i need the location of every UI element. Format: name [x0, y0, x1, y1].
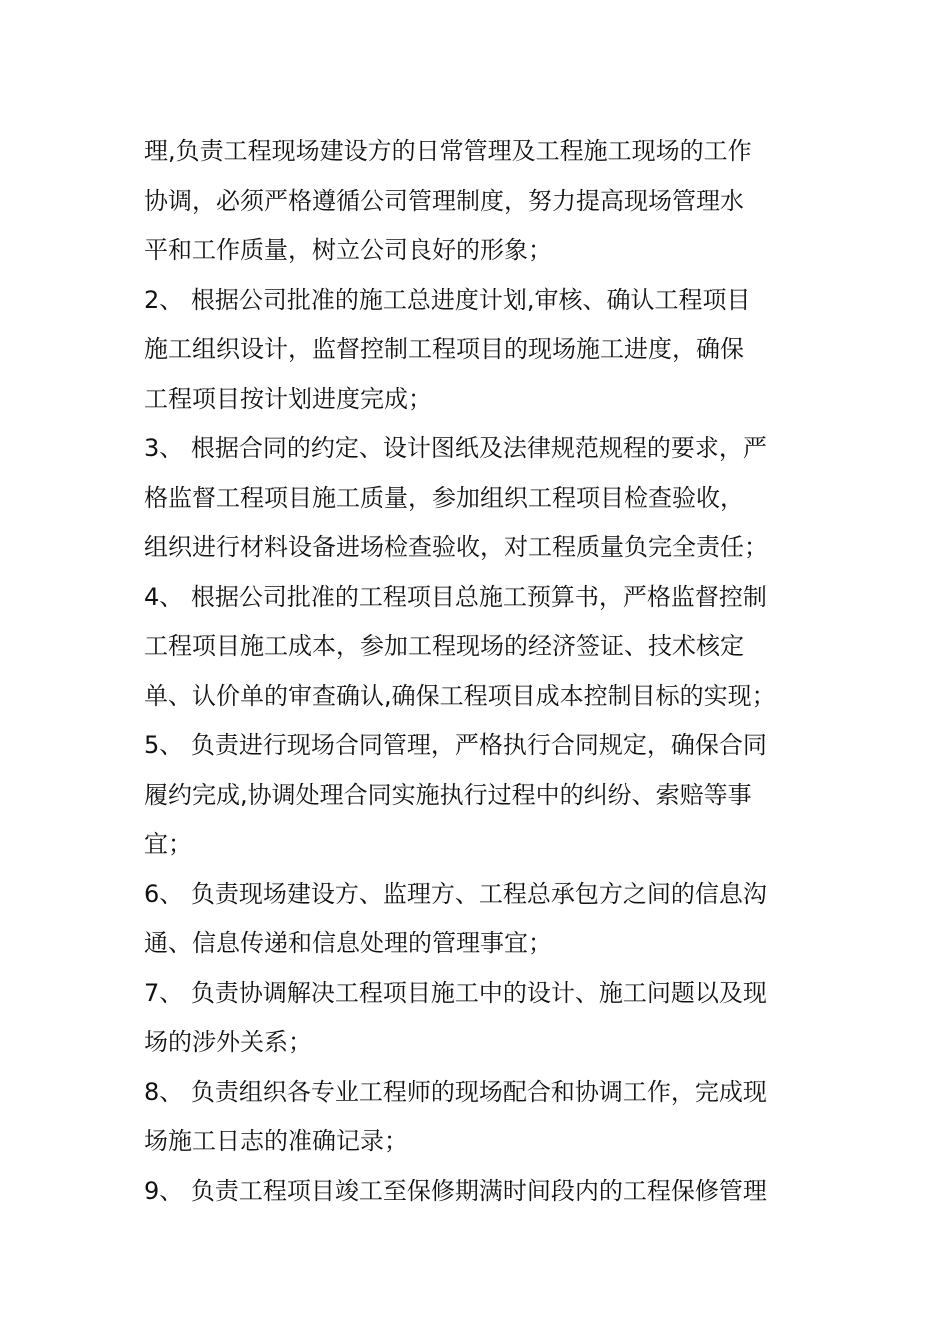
- text-line: 9、 负责工程项目竣工至保修期满时间段内的工程保修管理: [144, 1176, 767, 1205]
- text-line: 2、 根据公司批准的施工总进度计划,审核、确认工程项目: [144, 285, 751, 314]
- text-line: 3、 根据合同的约定、设计图纸及法律规范规程的要求，严: [144, 434, 767, 462]
- text-line: 场施工日志的准确记录；: [144, 1127, 408, 1155]
- text-line: 工程项目按计划进度完成；: [144, 384, 432, 413]
- text-line: 格监督工程项目施工质量，参加组织工程项目检查验收，: [144, 483, 744, 512]
- text-line: 工程项目施工成本，参加工程现场的经济签证、技术核定: [144, 632, 744, 660]
- text-line: 7、 负责协调解决工程项目施工中的设计、施工问题以及现: [144, 978, 767, 1007]
- text-line: 履约完成,协调处理合同实施执行过程中的纠纷、索赔等事: [144, 780, 752, 809]
- text-line: 组织进行材料设备进场检查验收，对工程质量负完全责任；: [144, 533, 768, 561]
- text-line: 通、信息传递和信息处理的管理事宜；: [144, 929, 552, 957]
- text-line: 场的涉外关系；: [144, 1028, 312, 1056]
- text-line: 施工组织设计，监督控制工程项目的现场施工进度，确保: [144, 335, 744, 363]
- text-line: 单、认价单的审查确认,确保工程项目成本控制目标的实现；: [144, 681, 776, 710]
- text-line: 8、 负责组织各专业工程师的现场配合和协调工作，完成现: [144, 1077, 767, 1106]
- text-line: 协调，必须严格遵循公司管理制度，努力提高现场管理水: [144, 186, 744, 215]
- text-line: 4、 根据公司批准的工程项目总施工预算书，严格监督控制: [144, 582, 767, 611]
- document-body: [144, 127, 824, 1216]
- text-line: 理,负责工程现场建设方的日常管理及工程施工现场的工作: [144, 137, 752, 165]
- text-line: 5、 负责进行现场合同管理，严格执行合同规定，确保合同: [144, 731, 767, 759]
- text-line: 宜；: [144, 830, 192, 858]
- text-line: 6、 负责现场建设方、监理方、工程总承包方之间的信息沟: [144, 879, 767, 908]
- text-line: 平和工作质量，树立公司良好的形象；: [144, 236, 552, 264]
